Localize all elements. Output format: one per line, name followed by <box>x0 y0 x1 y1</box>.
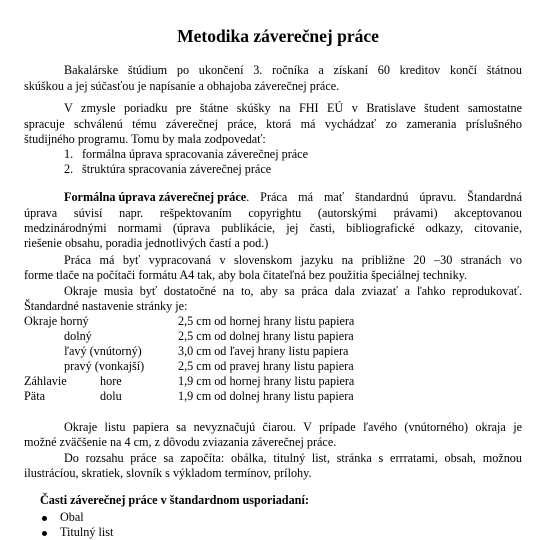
margins-row-5-value: 1,9 cm od hornej hrany listu papiera <box>178 374 355 388</box>
numbered-item-1-number: 1. <box>64 147 74 161</box>
para3-line3: medzinárodnými normami (úprava publikácie, jej časti, bibliografické odkazy, citovanie, <box>24 221 522 235</box>
para3-line4: riešenie obsahu, poradia jednotlivých častí a pod.) <box>24 236 269 250</box>
para6-line2: možné zväčšenie na 4 cm, z dôvodu zviazania záverečnej práce. <box>24 435 337 449</box>
margins-row-6-side: dolu <box>100 389 122 403</box>
para1-line2: skúškou a jej súčasťou je napísanie a obhajoba záverečnej práce. <box>24 79 340 93</box>
margins-row-3-value: 3,0 cm od ľavej hrany listu papiera <box>178 344 349 358</box>
numbered-item-2-number: 2. <box>64 162 74 176</box>
margins-row-2-value: 2,5 cm od dolnej hrany listu papiera <box>178 329 354 343</box>
para3-bold-lead: Formálna úprava záverečnej práce <box>64 190 247 204</box>
para3-line2: úprava súvisí napr. rešpektovaním copyrightu (autorskými právami) akceptovanou <box>24 206 522 220</box>
margins-row-5-side: hore <box>100 374 122 388</box>
para5-line1: Okraje musia byť dostatočné na to, aby sa práca dala zviazať a ľahko reprodukovať. <box>64 284 522 298</box>
section-heading: Časti záverečnej práce v štandardnom usporiadaní: <box>40 493 309 507</box>
para1-line1: Bakalárske štúdium po ukončení 3. ročníka a získaní 60 kreditov končí štátnou <box>64 63 522 77</box>
para7-line1: Do rozsahu práce sa započíta: obálka, titulný list, stránka s errratami, obsah, možnou <box>64 451 522 465</box>
para2-line1: V zmysle poriadku pre štátne skúšky na FHI EÚ v Bratislave študent samostatne <box>64 101 522 115</box>
margins-row-4-side: pravý (vonkajší) <box>64 359 145 373</box>
margins-row-1-label: Okraje horný <box>24 314 89 328</box>
margins-row-5-label: Záhlavie <box>24 374 67 388</box>
para2-line3: študijného programu. Tomu by mala zodpovedať: <box>24 132 266 146</box>
bullet-2-dot-icon <box>42 531 47 536</box>
margins-row-4-value: 2,5 cm od pravej hrany listu papiera <box>178 359 354 373</box>
bullet-1-text: Obal <box>60 510 84 524</box>
document-title: Metodika záverečnej práce <box>177 26 379 46</box>
para5-line2: Štandardné nastavenie stránky je: <box>24 299 188 313</box>
para4-line1: Práca má byť vypracovaná v slovenskom jazyku na približne 20 –30 stranách vo <box>64 253 522 267</box>
para7-line2: ilustrácíou, skratiek, slovník s výkladom termínov, prílohy. <box>24 466 312 480</box>
margins-row-6-label: Päta <box>24 389 45 403</box>
bullet-2-text: Titulný list <box>60 525 114 539</box>
margins-row-1-value: 2,5 cm od hornej hrany listu papiera <box>178 314 355 328</box>
numbered-item-2-text: štruktúra spracovania záverečnej práce <box>82 162 272 176</box>
margins-row-6-value: 1,9 cm od dolnej hrany listu papiera <box>178 389 354 403</box>
para3-line1 <box>64 189 522 205</box>
para2-line2: spracuje schválenú tému záverečnej práce, ktorá má vychádzať zo zamerania príslušného <box>24 117 522 131</box>
para6-line1: Okraje listu papiera sa nevyznačujú čiarou. V prípade ľavého (vnútorného) okraja je <box>64 420 522 434</box>
margins-row-2-side: dolný <box>64 329 92 343</box>
numbered-item-1-text: formálna úprava spracovania záverečnej práce <box>82 147 309 161</box>
margins-row-3-side: ľavý (vnútorný) <box>64 344 142 358</box>
para4-line2: forme tlače na počítači formátu A4 tak, aby bola čitateľná bez použitia špeciálnej techniky. <box>24 268 468 282</box>
para3-line1-rest: . Práca má mať štandardnú úpravu. Štandardná <box>246 190 522 204</box>
bullet-1-dot-icon <box>42 516 47 521</box>
